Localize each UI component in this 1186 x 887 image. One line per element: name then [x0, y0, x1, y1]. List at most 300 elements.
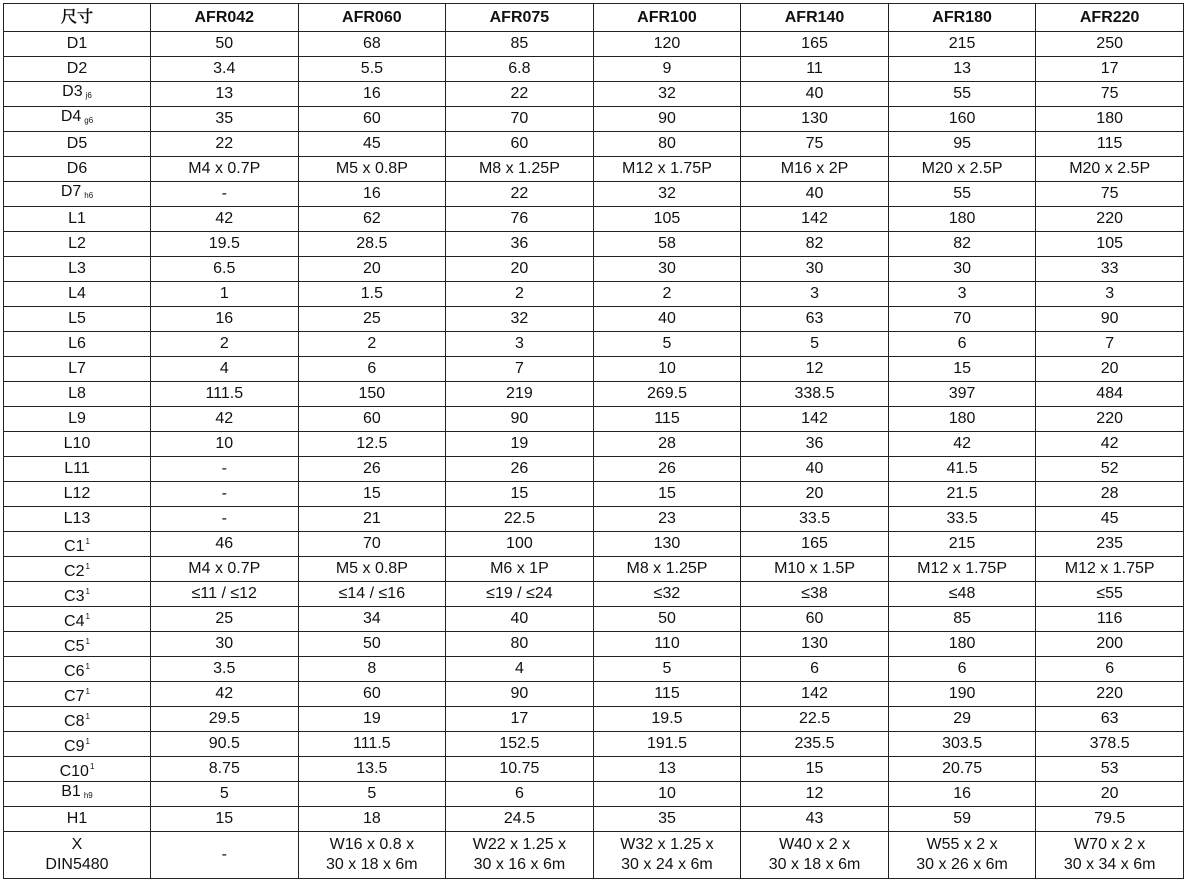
table-cell: 105	[593, 207, 741, 232]
row-label-footnote: 1	[85, 736, 90, 746]
table-cell: 90	[593, 107, 741, 132]
row-label-cell	[4, 732, 151, 757]
table-cell: 5	[298, 782, 446, 807]
table-cell: 33.5	[888, 507, 1036, 532]
table-cell: 130	[741, 107, 889, 132]
table-cell: 15	[446, 482, 594, 507]
table-cell: 115	[593, 682, 741, 707]
table-row	[4, 532, 1184, 557]
table-cell: 120	[593, 32, 741, 57]
table-cell: 15	[593, 482, 741, 507]
table-cell: 180	[888, 407, 1036, 432]
table-cell: 42	[151, 407, 299, 432]
table-cell: 484	[1036, 382, 1184, 407]
row-label-tolerance: j6	[85, 91, 92, 100]
table-cell: 68	[298, 32, 446, 57]
table-cell: 79.5	[1036, 807, 1184, 832]
table-cell: 22.5	[741, 707, 889, 732]
dimension-table	[3, 3, 1184, 879]
table-cell: -	[151, 457, 299, 482]
table-cell: 12.5	[298, 432, 446, 457]
table-cell: 105	[1036, 232, 1184, 257]
table-cell: 13.5	[298, 757, 446, 782]
table-cell: 29	[888, 707, 1036, 732]
table-cell: 40	[741, 457, 889, 482]
row-label: L8	[68, 385, 86, 402]
table-cell: 1.5	[298, 282, 446, 307]
row-label: L1	[68, 210, 86, 227]
table-cell: 90	[446, 682, 594, 707]
table-cell: 160	[888, 107, 1036, 132]
table-cell: 130	[741, 632, 889, 657]
table-cell: 32	[593, 182, 741, 207]
table-cell: 6	[888, 657, 1036, 682]
table-cell: M4 x 0.7P	[151, 157, 299, 182]
cell-line: 30 x 34 x 6m	[1063, 856, 1156, 873]
table-cell: 15	[298, 482, 446, 507]
row-label-cell	[4, 357, 151, 382]
table-cell: 6.8	[446, 57, 594, 82]
table-cell: ≤32	[593, 582, 741, 607]
table-cell: 6	[741, 657, 889, 682]
table-cell: 70	[446, 107, 594, 132]
table-cell: 3	[741, 282, 889, 307]
table-cell: 76	[446, 207, 594, 232]
table-cell: 116	[1036, 607, 1184, 632]
row-label-footnote: 1	[85, 711, 90, 721]
table-cell: 269.5	[593, 382, 741, 407]
table-cell: 40	[741, 82, 889, 107]
table-cell: 10	[593, 357, 741, 382]
table-cell: 5	[593, 332, 741, 357]
row-label-standard: DIN5480	[45, 856, 109, 873]
table-cell: 13	[151, 82, 299, 107]
table-cell: 15	[741, 757, 889, 782]
table-row	[4, 407, 1184, 432]
table-row	[4, 682, 1184, 707]
table-cell: 40	[741, 182, 889, 207]
cell-line: W32 x 1.25 x	[620, 836, 714, 853]
header-size: 尺寸	[4, 4, 151, 32]
table-cell: 378.5	[1036, 732, 1184, 757]
row-label-cell	[4, 57, 151, 82]
table-cell: M20 x 2.5P	[888, 157, 1036, 182]
row-label: C10	[59, 762, 89, 780]
table-cell: 45	[298, 132, 446, 157]
row-label-cell	[4, 532, 151, 557]
table-cell: 52	[1036, 457, 1184, 482]
table-cell: 2	[151, 332, 299, 357]
table-cell: 55	[888, 82, 1036, 107]
table-cell: 20	[298, 257, 446, 282]
table-cell: 7	[446, 357, 594, 382]
table-cell: 70	[298, 532, 446, 557]
table-cell: -	[151, 482, 299, 507]
table-cell: 33.5	[741, 507, 889, 532]
table-cell: 10	[151, 432, 299, 457]
row-label: C1	[64, 537, 85, 555]
table-cell: 6	[446, 782, 594, 807]
table-row	[4, 807, 1184, 832]
table-cell: 2	[593, 282, 741, 307]
table-cell: 80	[446, 632, 594, 657]
table-cell: 35	[151, 107, 299, 132]
table-cell: 3.5	[151, 657, 299, 682]
table-cell: 4	[446, 657, 594, 682]
table-cell: 142	[741, 207, 889, 232]
table-row	[4, 557, 1184, 582]
table-cell: M5 x 0.8P	[298, 157, 446, 182]
row-label-cell	[4, 807, 151, 832]
table-row	[4, 457, 1184, 482]
row-label-cell	[4, 307, 151, 332]
cell-line: W16 x 0.8 x	[329, 836, 415, 853]
table-cell: 21.5	[888, 482, 1036, 507]
table-cell: 16	[151, 307, 299, 332]
table-cell: 165	[741, 532, 889, 557]
cell-line: 30 x 24 x 6m	[621, 856, 713, 873]
row-label-cell	[4, 757, 151, 782]
table-cell: 110	[593, 632, 741, 657]
row-label-footnote: 1	[85, 561, 90, 571]
row-label: L11	[64, 460, 90, 477]
row-label-cell	[4, 132, 151, 157]
table-cell: 24.5	[446, 807, 594, 832]
table-cell: 20	[741, 482, 889, 507]
row-label-cell	[4, 582, 151, 607]
table-cell: 115	[593, 407, 741, 432]
table-cell: 60	[298, 407, 446, 432]
table-cell: 19.5	[151, 232, 299, 257]
table-cell: 142	[741, 682, 889, 707]
table-cell: 53	[1036, 757, 1184, 782]
table-row	[4, 632, 1184, 657]
table-cell: 220	[1036, 407, 1184, 432]
table-cell: 9	[593, 57, 741, 82]
table-cell: 70	[888, 307, 1036, 332]
table-cell: 42	[888, 432, 1036, 457]
row-label-cell	[4, 382, 151, 407]
table-cell: 15	[888, 357, 1036, 382]
table-cell: 5	[593, 657, 741, 682]
table-cell: 40	[446, 607, 594, 632]
table-cell: ≤55	[1036, 582, 1184, 607]
table-cell: 18	[298, 807, 446, 832]
cell-line: W55 x 2 x	[926, 836, 998, 853]
table-cell: 30	[593, 257, 741, 282]
row-label-cell	[4, 107, 151, 132]
table-cell: 111.5	[298, 732, 446, 757]
table-cell: M12 x 1.75P	[593, 157, 741, 182]
table-cell: 20	[1036, 782, 1184, 807]
table-cell: 17	[1036, 57, 1184, 82]
table-row	[4, 282, 1184, 307]
table-cell: 2	[446, 282, 594, 307]
table-cell: 12	[741, 357, 889, 382]
row-label: D6	[66, 160, 88, 177]
table-row	[4, 82, 1184, 107]
table-row	[4, 357, 1184, 382]
table-cell: 13	[888, 57, 1036, 82]
table-cell: 80	[593, 132, 741, 157]
table-cell: 303.5	[888, 732, 1036, 757]
table-cell: 10	[593, 782, 741, 807]
row-label: C4	[64, 612, 85, 630]
row-label: C7	[64, 687, 85, 705]
table-cell: 32	[446, 307, 594, 332]
row-label: C6	[64, 662, 85, 680]
cell-line: 30 x 16 x 6m	[473, 856, 566, 873]
row-label-cell	[4, 832, 151, 879]
table-cell: 6	[1036, 657, 1184, 682]
row-label-cell	[4, 632, 151, 657]
table-cell: 152.5	[446, 732, 594, 757]
table-cell: 180	[1036, 107, 1184, 132]
row-label-cell	[4, 207, 151, 232]
row-label: H1	[66, 810, 88, 827]
table-row	[4, 307, 1184, 332]
cell-line: W40 x 2 x	[778, 836, 851, 853]
row-label-cell	[4, 682, 151, 707]
table-cell: 29.5	[151, 707, 299, 732]
table-row	[4, 432, 1184, 457]
table-row	[4, 582, 1184, 607]
table-row	[4, 332, 1184, 357]
table-cell: 60	[298, 107, 446, 132]
table-cell: 22.5	[446, 507, 594, 532]
table-row	[4, 207, 1184, 232]
table-cell: 8	[298, 657, 446, 682]
header-afr060: AFR060	[298, 4, 446, 32]
table-row	[4, 32, 1184, 57]
table-row	[4, 757, 1184, 782]
row-label-cell	[4, 182, 151, 207]
table-row	[4, 107, 1184, 132]
table-cell: 215	[888, 32, 1036, 57]
table-cell: M10 x 1.5P	[741, 557, 889, 582]
row-label: C5	[64, 637, 85, 655]
table-cell: 35	[593, 807, 741, 832]
table-cell: 17	[446, 707, 594, 732]
table-row	[4, 507, 1184, 532]
table-cell: 28.5	[298, 232, 446, 257]
row-label-cell	[4, 157, 151, 182]
table-cell: 235	[1036, 532, 1184, 557]
table-cell: 16	[888, 782, 1036, 807]
row-label-cell	[4, 332, 151, 357]
row-label: L2	[68, 235, 86, 252]
table-cell: ≤38	[741, 582, 889, 607]
table-cell: 5.5	[298, 57, 446, 82]
cell-line: W70 x 2 x	[1074, 836, 1146, 853]
table-row	[4, 157, 1184, 182]
header-afr220: AFR220	[1036, 4, 1184, 32]
row-label: L7	[68, 360, 86, 377]
header-row	[4, 4, 1184, 32]
table-cell: 42	[151, 207, 299, 232]
row-label-cell	[4, 32, 151, 57]
table-cell: 16	[298, 82, 446, 107]
table-cell: 220	[1036, 207, 1184, 232]
table-cell: 1	[151, 282, 299, 307]
row-label: C3	[64, 587, 85, 605]
table-cell	[888, 832, 1036, 879]
row-label: L9	[68, 410, 86, 427]
table-cell: ≤48	[888, 582, 1036, 607]
table-cell	[151, 832, 299, 879]
table-cell: M5 x 0.8P	[298, 557, 446, 582]
table-cell: 36	[741, 432, 889, 457]
table-cell: 22	[446, 182, 594, 207]
table-row	[4, 232, 1184, 257]
table-cell: 50	[593, 607, 741, 632]
table-cell: 180	[888, 632, 1036, 657]
table-cell: 3	[888, 282, 1036, 307]
table-cell: 90.5	[151, 732, 299, 757]
row-label: L10	[63, 435, 91, 452]
table-cell: 111.5	[151, 382, 299, 407]
row-label: L6	[68, 335, 86, 352]
table-cell: 26	[298, 457, 446, 482]
table-cell	[298, 832, 446, 879]
table-cell: 4	[151, 357, 299, 382]
cell-line: 30 x 18 x 6m	[768, 856, 861, 873]
table-cell: 28	[1036, 482, 1184, 507]
table-row	[4, 782, 1184, 807]
table-cell: 2	[298, 332, 446, 357]
row-label: X	[71, 836, 83, 853]
row-label-cell	[4, 607, 151, 632]
table-cell: 28	[593, 432, 741, 457]
table-cell: M8 x 1.25P	[446, 157, 594, 182]
table-cell: 8.75	[151, 757, 299, 782]
row-label: C2	[64, 562, 85, 580]
row-label: L3	[68, 260, 86, 277]
row-label-cell	[4, 432, 151, 457]
table-cell: 3	[446, 332, 594, 357]
row-label-cell	[4, 457, 151, 482]
table-row	[4, 732, 1184, 757]
table-cell: 15	[151, 807, 299, 832]
header-afr180: AFR180	[888, 4, 1036, 32]
table-cell: M20 x 2.5P	[1036, 157, 1184, 182]
table-cell: 20	[446, 257, 594, 282]
table-cell: 6	[888, 332, 1036, 357]
table-cell: 45	[1036, 507, 1184, 532]
cell-line: -	[221, 846, 227, 863]
table-cell: 150	[298, 382, 446, 407]
header-afr075: AFR075	[446, 4, 594, 32]
table-cell: M4 x 0.7P	[151, 557, 299, 582]
row-label: D3	[62, 83, 83, 100]
table-cell: 6.5	[151, 257, 299, 282]
row-label-cell	[4, 257, 151, 282]
table-cell: 26	[593, 457, 741, 482]
table-cell: 90	[446, 407, 594, 432]
row-label-cell	[4, 232, 151, 257]
table-cell: 58	[593, 232, 741, 257]
table-cell: ≤14 / ≤16	[298, 582, 446, 607]
table-cell: 40	[593, 307, 741, 332]
table-cell: 50	[298, 632, 446, 657]
row-label: D7	[60, 183, 82, 200]
table-row	[4, 57, 1184, 82]
row-label: D4	[60, 108, 82, 125]
table-cell: 33	[1036, 257, 1184, 282]
row-label-footnote: 1	[85, 586, 90, 596]
table-cell: 235.5	[741, 732, 889, 757]
table-cell: 34	[298, 607, 446, 632]
table-cell: 3.4	[151, 57, 299, 82]
table-cell: 55	[888, 182, 1036, 207]
table-cell: 82	[741, 232, 889, 257]
table-cell: 115	[1036, 132, 1184, 157]
row-label: C8	[64, 712, 85, 730]
table-cell: 30	[741, 257, 889, 282]
table-cell: M6 x 1P	[446, 557, 594, 582]
table-cell: 220	[1036, 682, 1184, 707]
table-cell: 85	[446, 32, 594, 57]
table-cell: 62	[298, 207, 446, 232]
row-label-cell	[4, 407, 151, 432]
row-label-footnote: 1	[85, 536, 90, 546]
table-row	[4, 707, 1184, 732]
table-cell: 42	[1036, 432, 1184, 457]
table-cell	[1036, 832, 1184, 879]
table-cell: 5	[151, 782, 299, 807]
table-cell: 338.5	[741, 382, 889, 407]
table-row	[4, 132, 1184, 157]
table-cell: 63	[741, 307, 889, 332]
row-label-footnote: 1	[85, 661, 90, 671]
table-cell: 46	[151, 532, 299, 557]
table-cell: 75	[741, 132, 889, 157]
cell-line: W22 x 1.25 x	[472, 836, 567, 853]
table-cell: 22	[151, 132, 299, 157]
table-row	[4, 182, 1184, 207]
table-cell: 95	[888, 132, 1036, 157]
table-cell	[446, 832, 594, 879]
table-row	[4, 257, 1184, 282]
table-cell: 11	[741, 57, 889, 82]
table-cell: 19	[446, 432, 594, 457]
table-cell: 25	[298, 307, 446, 332]
row-label-cell	[4, 282, 151, 307]
row-label-footnote: 1	[89, 761, 95, 771]
table-cell: 100	[446, 532, 594, 557]
table-cell: 60	[298, 682, 446, 707]
row-label-cell	[4, 557, 151, 582]
table-cell: 82	[888, 232, 1036, 257]
table-cell: 21	[298, 507, 446, 532]
row-label-footnote: 1	[85, 636, 90, 646]
table-row	[4, 607, 1184, 632]
table-cell: 165	[741, 32, 889, 57]
table-cell: 7	[1036, 332, 1184, 357]
table-cell: 19.5	[593, 707, 741, 732]
row-label-cell	[4, 657, 151, 682]
table-cell: 42	[151, 682, 299, 707]
header-afr100: AFR100	[593, 4, 741, 32]
table-cell: 23	[593, 507, 741, 532]
row-label-cell	[4, 507, 151, 532]
table-cell	[593, 832, 741, 879]
table-cell: M12 x 1.75P	[888, 557, 1036, 582]
table-cell: 10.75	[446, 757, 594, 782]
table-cell: 50	[151, 32, 299, 57]
table-cell: 190	[888, 682, 1036, 707]
row-label: D5	[66, 135, 88, 152]
